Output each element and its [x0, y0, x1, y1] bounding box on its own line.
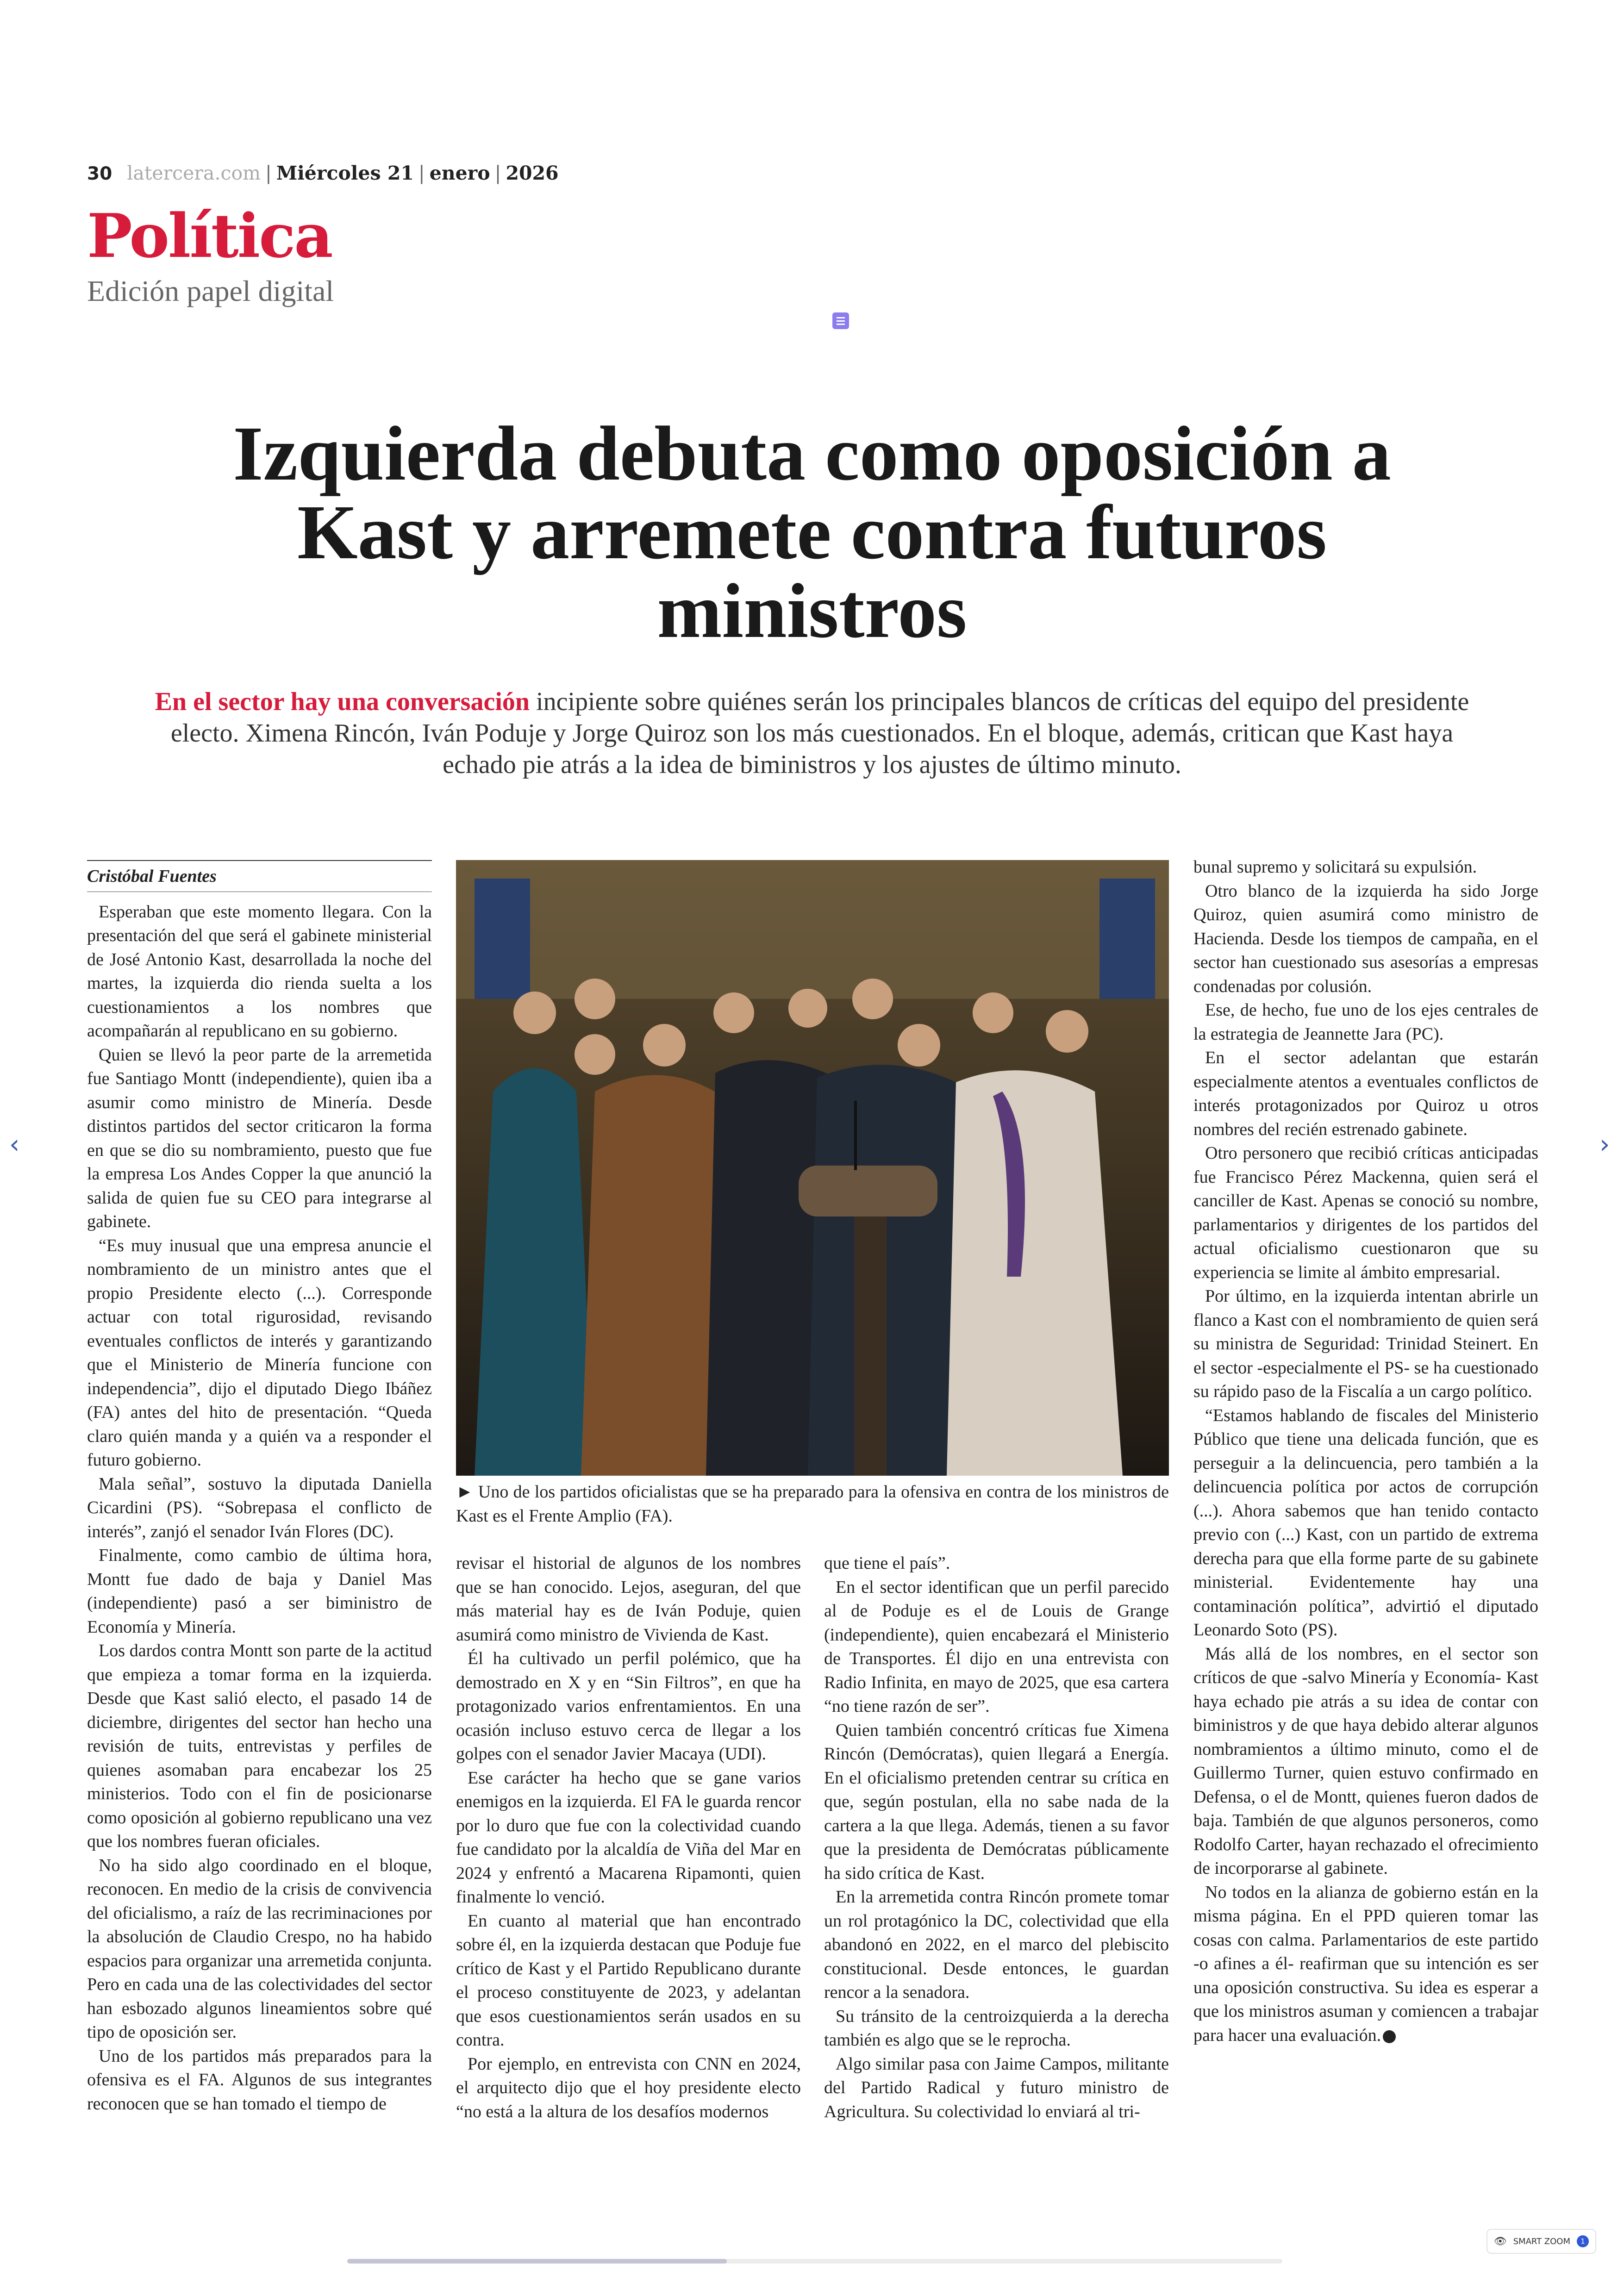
paragraph: En el sector adelantan que estarán especialmente atentos a eventuales conflictos de interés protagonizados por Quiroz u otros nombres del recién estrenado gabinete. — [1193, 1048, 1538, 1139]
paragraph: Esperaban que este momento llegara. Con la presentación del que será el gabinete ministerial de José Antonio Kast, desarrollada la noche del martes, la izquierda dio rienda suelta a los cuestionamientos a los nombres que acompañarán al republicano en su gobierno. — [87, 902, 432, 1041]
paragraph: Otro personero que recibió críticas anticipadas fue Francisco Pérez Mackenna, quien será el canciller de Kast. Apenas se conoció su nombre, parlamentarios y dirigentes de los partidos del actual oficialismo cuestionaron que su experiencia se limite al ámbito empresarial. — [1193, 1143, 1538, 1282]
article-photo — [456, 860, 1169, 1476]
paragraph: En el sector identifican que un perfil parecido al de Poduje es el de Louis de Grange (independiente), quien encabezará el Ministerio de Transportes. Él dijo en una entrevista con Radio Infinita, en mayo de 2025, que esa cartera “no tiene razón de ser”. — [824, 1577, 1169, 1716]
issue-month: enero — [429, 162, 490, 184]
horizontal-scrollbar[interactable] — [347, 2259, 1282, 2264]
paragraph: Quien se llevó la peor parte de la arremetida fue Santiago Montt (independiente), quien iba a asumir como ministro de Minería. Desde distintos partidos del sector criticaron la forma en que se dio su nombramiento, puesto que fue la empresa Los Andes Copper la que anunció la salida de quien fue su CEO para integrarse al gabinete. — [87, 1045, 432, 1231]
paragraph: “Estamos hablando de fiscales del Ministerio Público que tiene una delicada función, que es perseguir a la delincuencia, pero también a la delincuencia política por actos de corrupción (...). Ahora sabemos que han tenido contacto previo con (...) Kast, con un partido de extrema derecha para que ella forme parte de su gabinete ministerial. Evidentemente hay una contaminación política”, advirtió el diputado Leonardo Soto (PS). — [1193, 1405, 1538, 1640]
paragraph: Algo similar pasa con Jaime Campos, militante del Partido Radical y futuro ministro de Agricultura. Su colectividad lo enviará al tri- — [824, 2054, 1169, 2121]
paragraph: Él ha cultivado un perfil polémico, que ha demostrado en X y en “Sin Filtros”, en que ha protagonizado varios enfrentamientos. En una ocasión incluso estuvo cerca de llegar a los golpes con el senador Javier Macaya (UDI). — [456, 1649, 801, 1764]
smart-zoom-button[interactable] — [1487, 2229, 1596, 2254]
end-mark-icon — [1383, 2030, 1396, 2043]
smart-zoom-count: 1 — [1577, 2235, 1589, 2247]
dek — [153, 686, 1471, 780]
paragraph: Ese, de hecho, fue uno de los ejes centrales de la estrategia de Jeannette Jara (PC). — [1193, 1000, 1538, 1044]
paragraph — [1193, 1881, 1538, 2048]
note-icon[interactable] — [832, 312, 849, 329]
press-conference-photo — [456, 860, 1169, 1476]
paragraph: Mala señal”, sostuvo la diputada Daniella Cicardini (PS). “Sobrepasa el conflicto de interés”, zanjó el senador Iván Flores (DC). — [87, 1474, 432, 1541]
column-3 — [824, 1552, 1169, 2124]
paragraph: “Es muy inusual que una empresa anuncie el nombramiento de un ministro antes que el propio Presidente electo (...). Corresponde actuar con total rigurosidad, revisando eventuales conflictos de interés y garantizando que el Ministerio de Minería funcione con independencia”, dijo el diputado Diego Ibáñez (FA) antes del hito de presentación. “Queda claro quién manda y a quién va a responder el futuro gobierno. — [87, 1235, 432, 1470]
paragraph: Otro blanco de la izquierda ha sido Jorge Quiroz, quien asumirá como ministro de Hacienda. Desde los tiempos de campaña, en el sector han cuestionado sus asesorías a empresas condenadas por colusión. — [1193, 881, 1538, 996]
paragraph: revisar el historial de algunos de los nombres que se han conocido. Lejos, aseguran, del que más material hay es de Iván Poduje, quien asumirá como ministro de Vivienda de Kast. — [456, 1553, 801, 1645]
section-title: Política — [87, 200, 332, 271]
paragraph: No ha sido algo coordinado en el bloque, reconocen. En medio de la crisis de convivencia del oficialismo, a raíz de las recriminaciones por la absolución de Claudio Crespo, no ha habido espacios para organizar una arremetida conjunta. Pero en cada una de las colectividades del sector han esbozado algunos lineamientos sobre qué tipo de oposición ser. — [87, 1855, 432, 2042]
eye-icon: 👁 — [1493, 2235, 1507, 2247]
byline: Cristóbal Fuentes — [87, 860, 432, 892]
paragraph: En cuanto al material que han encontrado sobre él, en la izquierda destacan que Poduje fue crítico de Kast y el Partido Republicano durante el proceso constituyente de 2023, y adelantan que esos cuestionamientos serán usados en su contra. — [456, 1911, 801, 2050]
paragraph: Por ejemplo, en entrevista con CNN en 2024, el arquitecto dijo que el hoy presidente electo “no está a la altura de los desafíos modernos — [456, 2054, 801, 2121]
paragraph: En la arremetida contra Rincón promete tomar un rol protagónico la DC, colectividad que ella abandonó en 2022, en el marco del plebiscito constitucional. Desde entonces, le guardan rencor a la senadora. — [824, 1887, 1169, 2002]
previous-page-arrow-icon[interactable]: ‹ — [9, 1129, 20, 1160]
site-name: latercera.com — [127, 162, 261, 184]
paragraph: que tiene el país”. — [824, 1553, 950, 1573]
issue-day: Miércoles 21 — [276, 162, 414, 184]
issue-year: 2026 — [506, 162, 559, 184]
paragraph: Los dardos contra Montt son parte de la actitud que empieza a tomar forma en la izquierda. Desde que Kast salió electo, el pasado 14 de diciembre, dirigentes del sector han hecho una revisión de tuits, entrevistas y perfiles de quienes asomaban para encabezar los 25 ministerios. Todo con el fin de posicionarse como oposición al gobierno republicano una vez que los nombres fueran oficiales. — [87, 1641, 432, 1851]
paragraph: Ese carácter ha hecho que se gane varios enemigos en la izquierda. El FA le guarda rencor por lo duro que fue con la colectividad cuando fue candidato por la alcaldía de Viña del Mar en 2024 y enfrentó a Macarena Ripamonti, quien finalmente lo venció. — [456, 1768, 801, 1907]
dek-lead: En el sector hay una conversación — [155, 687, 530, 716]
paragraph: Uno de los partidos más preparados para la ofensiva es el FA. Algunos de sus integrantes reconocen que se han tomado el tiempo de — [87, 2046, 432, 2114]
scrollbar-thumb[interactable] — [347, 2259, 727, 2264]
paragraph: Finalmente, como cambio de última hora, Montt fue dado de baja y Daniel Mas (independiente) pasó a ser biministro de Economía y Minería. — [87, 1546, 432, 1637]
next-page-arrow-icon[interactable]: › — [1599, 1129, 1610, 1160]
column-2 — [456, 1552, 801, 2124]
edition-label: Edición papel digital — [87, 274, 334, 307]
photo-caption: ► Uno de los partidos oficialistas que se ha preparado para la ofensiva en contra de los ministros de Kast es el Frente Amplio (FA). — [456, 1482, 1169, 1526]
headline: Izquierda debuta como oposición a Kast y arremete contra futuros ministros — [233, 411, 1391, 654]
page-number: 30 — [87, 163, 112, 184]
page-header: 30 latercera.com | Miércoles 21 | enero | 2026 — [87, 162, 559, 184]
smart-zoom-label: SMART ZOOM — [1513, 2236, 1570, 2246]
paragraph: Quien también concentró críticas fue Ximena Rincón (Demócratas), quien llegará a Energía. En el oficialismo pretenden centrar su crítica en que, según postulan, ella no sabe nada de la cartera a la que llega. Además, tienen a su favor que la presidenta de Demócratas públicamente ha sido crítica de Kast. — [824, 1720, 1169, 1883]
paragraph: Más allá de los nombres, en el sector son críticos de que -salvo Minería y Economía- Kast haya echado pie atrás a su idea de contar con biministros y de que haya debido alterar algunos nombramientos a último minuto, como el de Guillermo Turner, quien estuvo confirmado en Defensa, o el de Montt, quienes fueron dados de baja. También de que algunos personeros, como Rodolfo Carter, hayan rechazado el ofrecimiento de incorporarse al gabinete. — [1193, 1644, 1538, 1878]
column-4 — [1193, 855, 1538, 2047]
paragraph-text: No todos en la alianza de gobierno están en la misma página. En el PPD quieren tomar las cosas con calma. Parlamentarios de este partido -o afines a él- reafirman que su intención es ser una oposición constructiva. Su idea es esperar a que los ministros asuman y comiencen a trabajar para hacer una evaluación. — [1193, 1882, 1538, 2045]
paragraph: Por último, en la izquierda intentan abrirle un flanco a Kast con el nombramiento de quien será su ministra de Seguridad: Trinidad Steinert. En el sector -especialmente el PS- se ha cuestionado su rápido paso de la Fiscalía a un cargo político. — [1193, 1286, 1538, 1401]
paragraph: Su tránsito de la centroizquierda a la derecha también es algo que se le reprocha. — [824, 2006, 1169, 2050]
dek-rest: incipiente sobre quiénes serán los principales blancos de críticas del equipo del presidente electo. Ximena Rincón, Iván Poduje y Jorge Quiroz son los más cuestionados. En el bloque, además, critican que Kast haya echado pie atrás a la idea de biministros y los ajustes de último minuto. — [170, 687, 1469, 779]
paragraph: bunal supremo y solicitará su expulsión. — [1193, 857, 1477, 877]
column-1 — [87, 860, 432, 2116]
